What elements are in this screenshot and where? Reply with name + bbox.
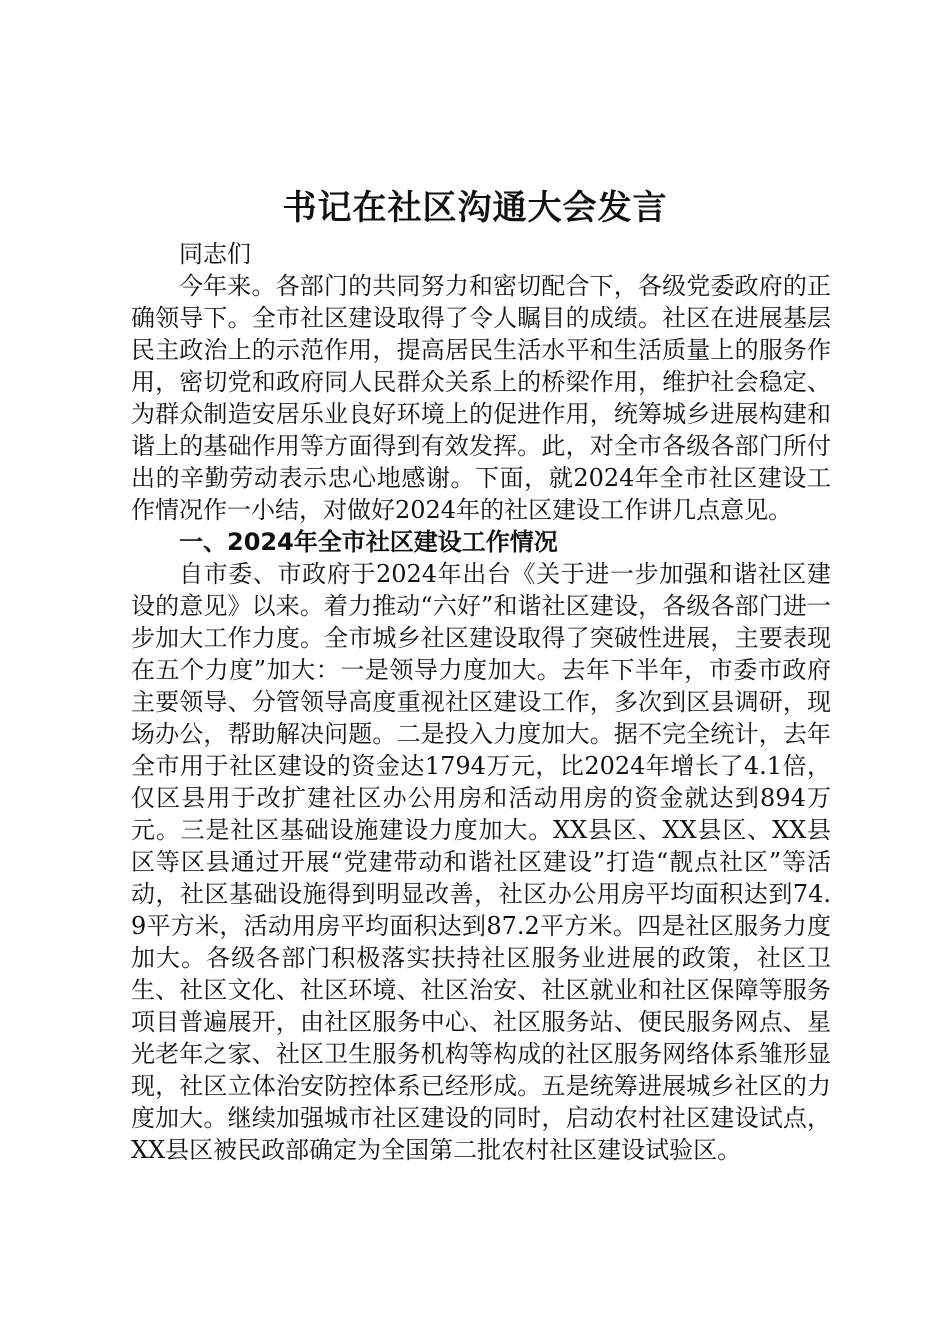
document-body	[131, 238, 831, 1166]
document-title: 书记在社区沟通大会发言	[282, 188, 668, 228]
paragraph-intro: 今年来。各部门的共同努力和密切配合下，各级党委政府的正确领导下。全市社区建设取得了令人瞩目的成绩。社区在进展基层民主政治上的示范作用，提高居民生活水平和生活质量上的服务作用，密切党和政府同人民群众关系上的桥梁作用，维护社会稳定、为群众制造安居乐业良好环境上的促进作用，统筹城乡进展构建和谐上的基础作用等方面得到有效发挥。此，对全市各级各部门所付出的辛勤劳动表示忠心地感谢。下面，就2024年全市社区建设工作情况作一小结，对做好2024年的社区建设工作讲几点意见。	[131, 272, 831, 524]
section-heading-1: 一、2024年全市社区建设工作情况	[179, 528, 558, 556]
salutation: 同志们	[179, 240, 251, 268]
paragraph-section-1: 自市委、市政府于2024年出台《关于进一步加强和谐社区建设的意见》以来。着力推动“六好”和谐社区建设，各级各部门进一步加大工作力度。全市城乡社区建设取得了突破性进展，主要表现在五个力度”加大：一是领导力度加大。去年下半年，市委市政府主要领导、分管领导高度重视社区建设工作，多次到区县调研，现场办公，帮助解决问题。二是投入力度加大。据不完全统计，去年全市用于社区建设的资金达1794万元，比2024年增长了4.1倍，仅区县用于改扩建社区办公用房和活动用房的资金就达到894万元。三是社区基础设施建设力度加大。XX县区、XX县区、XX县区等区县通过开展“党建带动和谐社区建设”打造“靓点社区”等活动，社区基础设施得到明显改善，社区办公用房平均面积达到74.9平方米，活动用房平均面积达到87.2平方米。四是社区服务力度加大。各级各部门积极落实扶持社区服务业进展的政策，社区卫生、社区文化、社区环境、社区治安、社区就业和社区保障等服务项目普遍展开，由社区服务中心、社区服务站、便民服务网点、星光老年之家、社区卫生服务机构等构成的社区服务网络体系雏形显现，社区立体治安防控体系已经形成。五是统筹进展城乡社区的力度加大。继续加强城市社区建设的同时，启动农村社区建设试点，XX县区被民政部确定为全国第二批农村社区建设试验区。	[131, 560, 831, 1164]
